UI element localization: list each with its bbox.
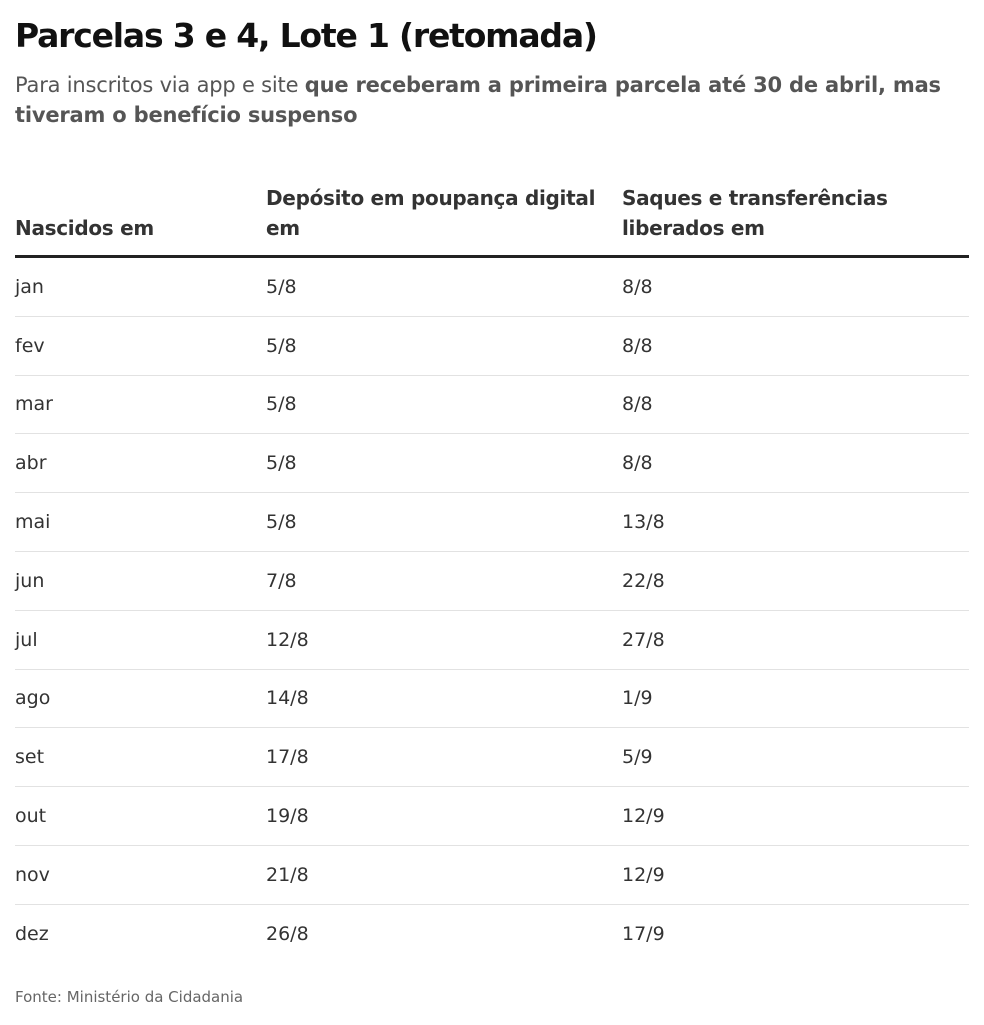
cell-withdrawal-date: 13/8 bbox=[622, 511, 665, 534]
table-body bbox=[15, 258, 969, 964]
cell-withdrawal-date: 27/8 bbox=[622, 628, 665, 651]
cell-deposit-date: 7/8 bbox=[266, 569, 297, 592]
cell-birth-month: jul bbox=[15, 628, 38, 651]
cell-deposit-date: 21/8 bbox=[266, 863, 309, 886]
cell-withdrawal-date: 8/8 bbox=[622, 334, 653, 357]
column-header-birth-month: Nascidos em bbox=[15, 216, 154, 240]
cell-withdrawal-date: 1/9 bbox=[622, 687, 653, 710]
table-row bbox=[15, 552, 969, 611]
subtitle-bold: que receberam a primeira parcela até 30 de abril, mas tiveram o benefício suspenso bbox=[15, 73, 941, 127]
cell-withdrawal-date: 5/9 bbox=[622, 746, 653, 769]
table-row bbox=[15, 434, 969, 493]
cell-withdrawal-date: 8/8 bbox=[622, 393, 653, 416]
cell-deposit-date: 5/8 bbox=[266, 511, 297, 534]
table-header bbox=[15, 173, 969, 258]
cell-deposit-date: 5/8 bbox=[266, 393, 297, 416]
page-title: Parcelas 3 e 4, Lote 1 (retomada) bbox=[15, 16, 597, 55]
table-row bbox=[15, 787, 969, 846]
cell-deposit-date: 17/8 bbox=[266, 746, 309, 769]
subtitle bbox=[15, 70, 969, 130]
column-header-deposit-date: Depósito em poupança digital em bbox=[266, 186, 596, 240]
cell-birth-month: fev bbox=[15, 334, 45, 357]
table-row bbox=[15, 376, 969, 435]
table-row bbox=[15, 493, 969, 552]
cell-withdrawal-date: 12/9 bbox=[622, 805, 665, 828]
subtitle-plain: Para inscritos via app e site bbox=[15, 73, 305, 97]
table-row bbox=[15, 846, 969, 905]
infographic bbox=[15, 14, 969, 964]
cell-withdrawal-date: 12/9 bbox=[622, 863, 665, 886]
cell-withdrawal-date: 8/8 bbox=[622, 452, 653, 475]
cell-deposit-date: 12/8 bbox=[266, 628, 309, 651]
cell-birth-month: set bbox=[15, 746, 45, 769]
cell-birth-month: jan bbox=[15, 275, 44, 298]
cell-deposit-date: 5/8 bbox=[266, 334, 297, 357]
table-row bbox=[15, 728, 969, 787]
table-row bbox=[15, 905, 969, 964]
schedule-table bbox=[15, 173, 969, 964]
table-row bbox=[15, 670, 969, 729]
table-row bbox=[15, 317, 969, 376]
cell-withdrawal-date: 8/8 bbox=[622, 275, 653, 298]
cell-birth-month: out bbox=[15, 805, 47, 828]
cell-deposit-date: 19/8 bbox=[266, 805, 309, 828]
cell-birth-month: ago bbox=[15, 687, 51, 710]
cell-birth-month: dez bbox=[15, 923, 49, 946]
source-note: Fonte: Ministério da Cidadania bbox=[15, 988, 244, 1006]
table-row bbox=[15, 611, 969, 670]
column-header-withdrawal-date: Saques e transferências liberados em bbox=[622, 186, 888, 240]
cell-birth-month: mai bbox=[15, 511, 51, 534]
cell-withdrawal-date: 22/8 bbox=[622, 569, 665, 592]
cell-deposit-date: 5/8 bbox=[266, 452, 297, 475]
cell-birth-month: jun bbox=[15, 569, 45, 592]
cell-deposit-date: 26/8 bbox=[266, 923, 309, 946]
cell-withdrawal-date: 17/9 bbox=[622, 923, 665, 946]
cell-birth-month: abr bbox=[15, 452, 47, 475]
cell-deposit-date: 14/8 bbox=[266, 687, 309, 710]
cell-birth-month: mar bbox=[15, 393, 53, 416]
table-row bbox=[15, 258, 969, 317]
cell-birth-month: nov bbox=[15, 863, 50, 886]
cell-deposit-date: 5/8 bbox=[266, 275, 297, 298]
